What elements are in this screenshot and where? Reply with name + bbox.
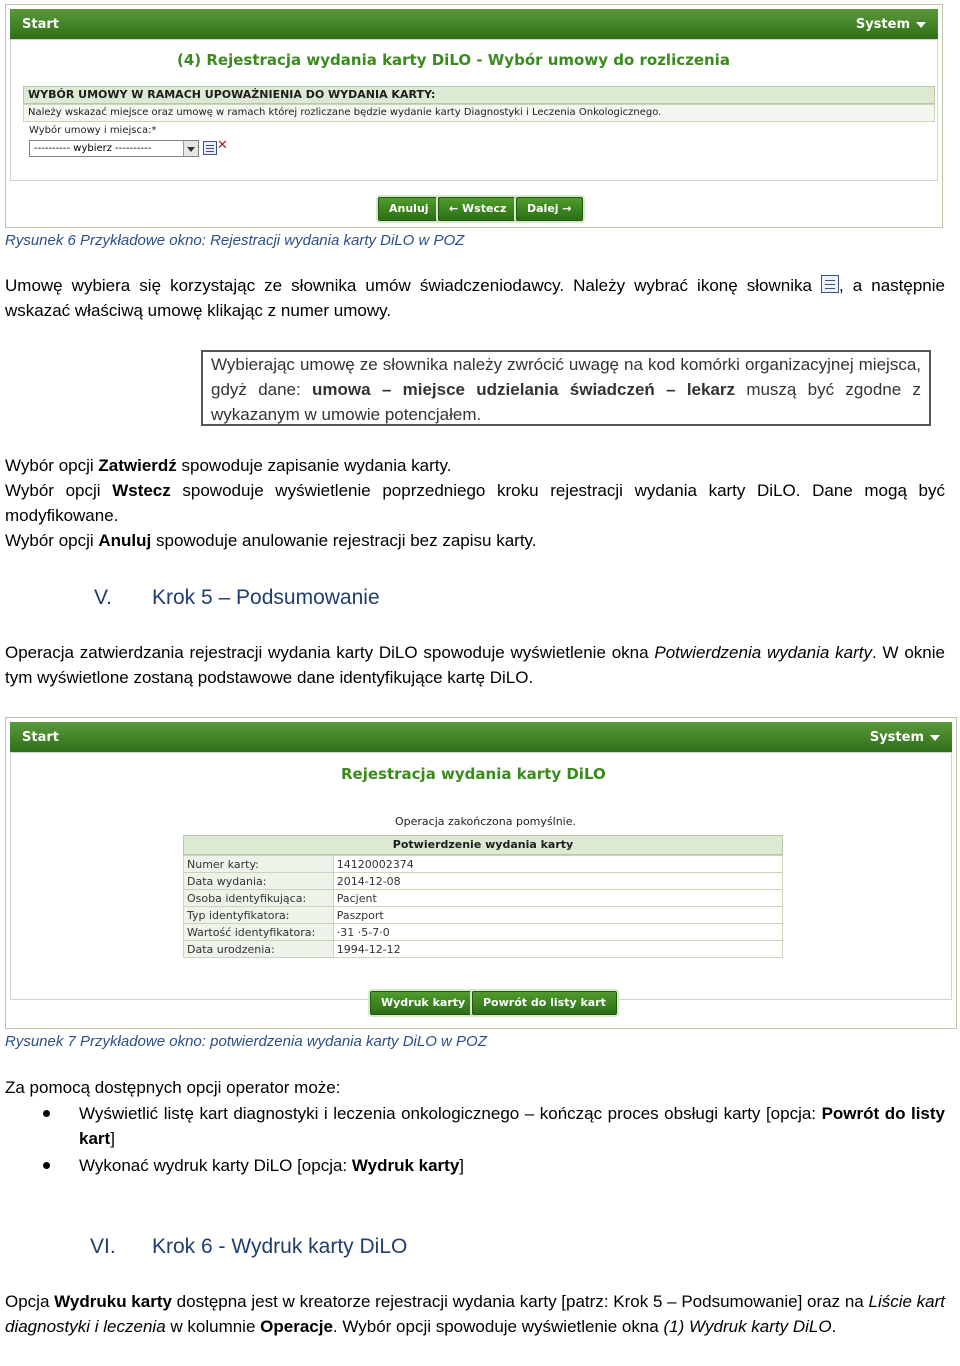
option-name: Anuluj <box>98 531 152 550</box>
option-name: Wstecz <box>112 481 171 500</box>
paragraph-dictionary <box>5 273 945 323</box>
chevron-down-icon <box>930 735 940 741</box>
window-body <box>10 752 952 1000</box>
system-menu[interactable] <box>856 17 926 32</box>
figure-caption-7: Rysunek 7 Przykładowe okno: potwierdzenia wydania karty DiLO w POZ <box>5 1033 487 1050</box>
chevron-down-icon <box>183 141 198 156</box>
option-line-approve <box>5 453 945 478</box>
system-menu-label: System <box>855 17 910 32</box>
bullet-icon <box>43 1162 50 1169</box>
row-value: Pacjent <box>333 890 782 907</box>
back-to-list-button[interactable]: Powrót do listy kart <box>472 991 617 1015</box>
row-label: Typ identyfikatora: <box>184 907 334 924</box>
heading-text: Krok 5 – Podsumowanie <box>152 586 380 609</box>
row-value: 2014-12-08 <box>333 873 782 890</box>
paragraph-print <box>5 1289 945 1339</box>
option-name: Wydruku karty <box>54 1292 172 1311</box>
clear-icon[interactable]: ✕ <box>217 138 228 153</box>
figure-caption-6: Rysunek 6 Przykładowe okno: Rejestracji wydania karty DiLO w POZ <box>5 232 465 249</box>
top-bar <box>10 9 938 39</box>
top-bar <box>10 722 952 752</box>
start-menu[interactable]: Start <box>22 17 59 32</box>
note-text: muszą być zgodne z wykazanym w umowie potencjałem. <box>211 380 921 424</box>
row-label: Numer karty: <box>184 856 334 873</box>
row-value: 14120002374 <box>333 856 782 873</box>
text: . Wybór opcji spowoduje wyświetlenie okna <box>332 1317 664 1336</box>
print-card-button[interactable]: Wydruk karty <box>370 991 476 1015</box>
contract-select-value: ---------- wybierz ---------- <box>34 143 152 154</box>
row-label: Data wydania: <box>184 873 334 890</box>
back-button[interactable]: ← Wstecz <box>438 197 517 221</box>
text: Wykonać wydruk karty DiLO [opcja: <box>79 1156 352 1175</box>
list-name: Liście kart diagnostyki i leczenia <box>5 1292 946 1336</box>
status-message: Operacja zakończona pomyślnie. <box>395 815 576 828</box>
contract-select[interactable] <box>29 140 199 157</box>
options-paragraph <box>5 453 945 553</box>
window-name: (1) Wydruk karty DiLO <box>663 1317 832 1336</box>
table-row <box>184 907 783 924</box>
option-name: Zatwierdź <box>98 456 177 475</box>
paragraph-text: , a następnie wskazać właściwą umowę klikając z numer umowy. <box>5 276 945 320</box>
chevron-down-icon <box>916 22 926 28</box>
section-description: Należy wskazać miejsce oraz umowę w ramach której rozliczane będzie wydanie karty Diagnostyki i Leczenia Onkologicznego. <box>23 104 935 122</box>
heading-step-6 <box>90 1235 408 1259</box>
window-name: Potwierdzenia wydania karty <box>654 643 872 662</box>
window-body <box>10 39 938 181</box>
operation-item-print <box>79 1153 945 1178</box>
heading-number: V. <box>94 586 112 609</box>
text: Wybór opcji <box>5 481 113 500</box>
window-title: Rejestracja wydania karty DiLO <box>341 765 606 783</box>
table-header: Potwierdzenie wydania karty <box>183 835 783 855</box>
row-label: Wartość identyfikatora: <box>184 924 334 941</box>
table-row <box>184 924 783 941</box>
text: Wybór opcji <box>5 456 99 475</box>
paragraph-confirmation <box>5 640 945 690</box>
column-name: Operacje <box>260 1317 333 1336</box>
system-menu[interactable] <box>870 730 940 745</box>
heading-step-5 <box>94 586 380 610</box>
operation-item-list <box>79 1101 945 1151</box>
screenshot-confirmation <box>5 717 957 1029</box>
text: . W oknie tym wyświetlone zostaną podstawowe dane identyfikujące kartę DiLO. <box>5 643 945 687</box>
row-value: Paszport <box>333 907 782 924</box>
start-menu[interactable]: Start <box>22 730 59 745</box>
screenshot-contract-selection <box>5 4 943 228</box>
option-line-back <box>5 478 945 528</box>
card-details-rows <box>184 856 783 958</box>
text: Wyświetlić listę kart diagnostyki i leczenia onkologicznego – kończąc proces obsługi karty [opcja: <box>79 1104 822 1123</box>
row-label: Data urodzenia: <box>184 941 334 958</box>
text: w kolumnie <box>165 1317 261 1336</box>
note-text: Wybierając umowę ze słownika należy zwrócić uwagę na kod komórki organizacyjnej miejsca, gdyż dane: <box>211 355 921 399</box>
text: dostępna jest w kreatorze rejestracji wydania karty [patrz: Krok 5 – Podsumowanie] oraz na <box>171 1292 869 1311</box>
heading-text: Krok 6 - Wydruk karty DiLO <box>152 1235 408 1258</box>
operations-intro: Za pomocą dostępnych opcji operator może: <box>5 1078 341 1097</box>
table-row <box>184 873 783 890</box>
text: ] <box>459 1156 465 1175</box>
field-label: Wybór umowy i miejsca:* <box>29 125 157 136</box>
window-title: (4) Rejestracja wydania karty DiLO - Wybór umowy do rozliczenia <box>177 51 730 69</box>
text: . <box>831 1317 837 1336</box>
table-row <box>184 941 783 958</box>
table-row <box>184 856 783 873</box>
system-menu-label: System <box>869 730 924 745</box>
text: Operacja zatwierdzania rejestracji wydania karty DiLO spowoduje wyświetlenie okna <box>5 643 655 662</box>
text: Wybór opcji <box>5 531 99 550</box>
text: Opcja <box>5 1292 55 1311</box>
option-line-cancel <box>5 528 945 553</box>
text: spowoduje wyświetlenie poprzedniego kroku rejestracji wydania karty DiLO. Dane mogą być modyfikowane. <box>5 481 945 525</box>
dictionary-icon[interactable] <box>203 141 217 155</box>
note-box <box>201 350 931 426</box>
option-name: Wydruk karty <box>351 1156 460 1175</box>
text: ] <box>110 1129 115 1148</box>
section-header: WYBÓR UMOWY W RAMACH UPOWAŻNIENIA DO WYDANIA KARTY: <box>23 86 935 104</box>
table-row <box>184 890 783 907</box>
row-label: Osoba identyfikująca: <box>184 890 334 907</box>
next-button[interactable]: Dalej → <box>516 197 583 221</box>
cancel-button[interactable]: Anuluj <box>378 197 440 221</box>
option-name: Powrót do listy kart <box>79 1104 946 1148</box>
note-emphasis: umowa – miejsce udzielania świadczeń – lekarz <box>312 380 736 399</box>
card-details-table <box>183 855 783 958</box>
text: spowoduje zapisanie wydania karty. <box>176 456 452 475</box>
bullet-icon <box>43 1110 50 1117</box>
paragraph-text: Umowę wybiera się korzystając ze słownika umów świadczeniodawcy. Należy wybrać ikonę słownika <box>5 276 821 295</box>
dictionary-icon <box>821 275 839 293</box>
text: spowoduje anulowanie rejestracji bez zapisu karty. <box>151 531 537 550</box>
row-value: 1994-12-12 <box>333 941 782 958</box>
row-value: ·31 ·5-7·0 <box>333 924 782 941</box>
heading-number: VI. <box>90 1235 116 1258</box>
